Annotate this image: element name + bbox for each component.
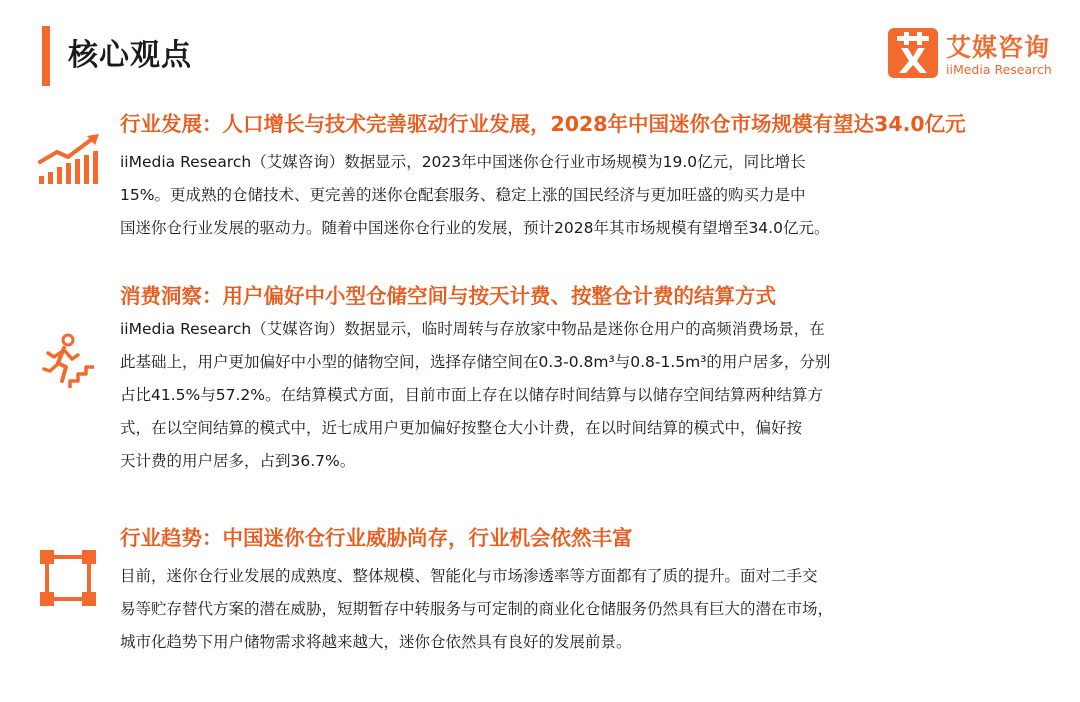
body-line: 此基础上，用户更加偏好中小型的储物空间，选择存储空间在0.3-0.8m³与0.8-1.5m³的用户居多，分别 [120,353,831,371]
body-line: 式，在以空间结算的模式中，近七成用户更加偏好按整仓大小计费，在以时间结算的模式中，偏好按 [120,419,803,437]
body-line: 占比41.5%与57.2%。在结算模式方面，目前市面上存在以储存时间结算与以储存空间结算两种结算方 [120,386,823,404]
section-body [120,313,1050,478]
brand-logo [888,28,1063,82]
section-industry-development [120,110,1050,245]
body-line: 15%。更成熟的仓储技术、更完善的迷你仓配套服务、稳定上涨的国民经济与更加旺盛的购买力是中 [120,186,806,204]
network-nodes-icon [38,548,98,612]
section-title: 消费洞察：用户偏好中小型仓储空间与按天计费、按整仓计费的结算方式 [120,284,776,308]
body-line: iiMedia Research（艾媒咨询）数据显示，临时周转与存放家中物品是迷你仓用户的高频消费场景，在 [120,320,825,338]
body-line: 国迷你仓行业发展的驱动力。随着中国迷你仓行业的发展，预计2028年其市场规模有望增至34.0亿元。 [120,219,830,237]
section-body [120,146,1050,245]
section-title: 行业发展：人口增长与技术完善驱动行业发展，2028年中国迷你仓市场规模有望达34.0亿元 [120,112,966,136]
section-title: 行业趋势：中国迷你仓行业威胁尚存，行业机会依然丰富 [120,526,633,550]
running-stairs-icon [40,333,98,395]
growth-chart-icon [37,132,101,190]
logo-chinese-name: 艾媒咨询 [946,33,1051,62]
section-industry-trend [120,524,1050,659]
body-line: 城市化趋势下用户储物需求将越来越大，迷你仓依然具有良好的发展前景。 [120,633,632,651]
body-line: iiMedia Research（艾媒咨询）数据显示，2023年中国迷你仓行业市场规模为19.0亿元，同比增长 [120,153,806,171]
body-line: 目前，迷你仓行业发展的成熟度、整体规模、智能化与市场渗透率等方面都有了质的提升。面对二手交 [120,567,818,585]
logo-english-name: iiMedia Research [946,62,1052,77]
section-body [120,560,1050,659]
page-title: 核心观点 [68,38,192,73]
body-line: 易等贮存替代方案的潜在威胁，短期暂存中转服务与可定制的商业化仓储服务仍然具有巨大的潜在市场， [120,600,834,618]
title-accent-bar [42,26,50,86]
logo-mark-icon [888,28,938,78]
section-consumer-insight [120,282,1050,478]
body-line: 天计费的用户居多，占到36.7%。 [120,452,356,470]
